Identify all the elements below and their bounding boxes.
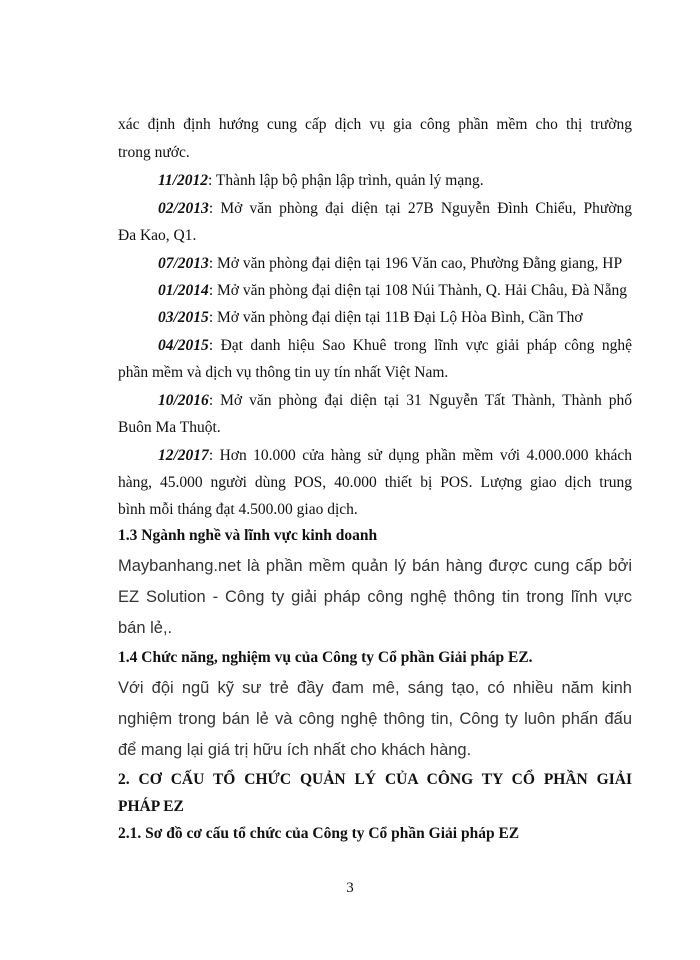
milestone-date: 04/2015 [158, 337, 209, 354]
section-1-3-line-1: Maybanhang.net là phần mềm quản lý bán hàng được cung cấp bởi [118, 557, 632, 575]
intro-line-1: xác định định hướng cung cấp dịch vụ gia công phần mềm cho thị trường [118, 116, 632, 133]
milestone-2015b-cont: phần mềm và dịch vụ thông tin uy tín nhất Việt Nam. [118, 364, 449, 381]
milestone-2015a [158, 308, 583, 328]
milestone-date: 01/2014 [158, 282, 209, 299]
section-2-heading-line-1: 2. CƠ CẤU TỔ CHỨC QUẢN LÝ CỦA CÔNG TY CỔ PHẦN GIẢI [118, 771, 632, 788]
milestone-date: 12/2017 [158, 447, 209, 464]
milestone-date: 07/2013 [158, 255, 209, 272]
milestone-2017-cont-2: bình mỗi tháng đạt 4.500.00 giao dịch. [118, 501, 358, 518]
milestone-text: : Mở văn phòng đại diện tại 196 Văn cao, Phường Đằng giang, HP [208, 255, 623, 272]
milestone-text: : Mở văn phòng đại diện tại 31 Nguyễn Tất Thành, Thành phố [208, 392, 632, 409]
milestone-date: 03/2015 [158, 309, 209, 326]
milestone-2013a [158, 199, 632, 219]
milestone-text: : Mở văn phòng đại diện tại 11B Đại Lộ Hòa Bình, Cần Thơ [208, 309, 583, 326]
section-1-3-line-3: bán lẻ,. [118, 619, 173, 637]
milestone-text: : Mở văn phòng đại diện tại 108 Núi Thành, Q. Hải Châu, Đà Nẵng [208, 282, 627, 299]
section-1-4-line-3: để mang lại giá trị hữu ích nhất cho khách hàng. [118, 741, 472, 759]
milestone-text: : Đạt danh hiệu Sao Khuê trong lĩnh vực giải pháp công nghệ [208, 337, 632, 354]
milestone-2012 [158, 171, 484, 191]
page-number: 3 [346, 880, 354, 896]
section-1-3-line-2: EZ Solution - Công ty giải pháp công nghệ thông tin trong lĩnh vực [118, 588, 632, 606]
section-2-1-heading: 2.1. Sơ đồ cơ cấu tổ chức của Công ty Cổ phần Giải pháp EZ [118, 825, 520, 842]
milestone-2013b [158, 254, 622, 274]
milestone-text: : Thành lập bộ phận lập trình, quản lý mạng. [207, 172, 484, 189]
section-1-3-heading: 1.3 Ngành nghề và lĩnh vực kinh doanh [118, 527, 378, 544]
section-1-4-line-1: Với đội ngũ kỹ sư trẻ đầy đam mê, sáng tạo, có nhiều năm kinh [118, 679, 632, 697]
milestone-text: : Hơn 10.000 cửa hàng sử dụng phần mềm với 4.000.000 khách [208, 447, 632, 464]
milestone-date: 02/2013 [158, 200, 209, 217]
milestone-2017 [158, 446, 632, 466]
milestone-date: 10/2016 [158, 392, 209, 409]
milestone-2016 [158, 391, 632, 411]
milestone-date: 11/2012 [158, 172, 208, 189]
section-1-4-heading: 1.4 Chức năng, nghiệm vụ của Công ty Cổ phần Giải pháp EZ. [118, 649, 533, 666]
section-1-4-line-2: nghiệm trong bán lẻ và công nghệ thông tin, Công ty luôn phấn đấu [118, 710, 632, 728]
milestone-2015b [158, 336, 632, 356]
milestone-2016-cont: Buôn Ma Thuột. [118, 419, 221, 436]
intro-line-2: trong nước. [118, 144, 190, 161]
milestone-2014 [158, 281, 627, 301]
milestone-2017-cont-1: hàng, 45.000 người dùng POS, 40.000 thiết bị POS. Lượng giao dịch trung [118, 474, 632, 491]
milestone-text: : Mở văn phòng đại diện tại 27B Nguyễn Đình Chiểu, Phường [208, 200, 632, 217]
milestone-2013a-cont: Đa Kao, Q1. [118, 227, 197, 244]
section-2-heading-line-2: PHÁP EZ [118, 798, 184, 815]
